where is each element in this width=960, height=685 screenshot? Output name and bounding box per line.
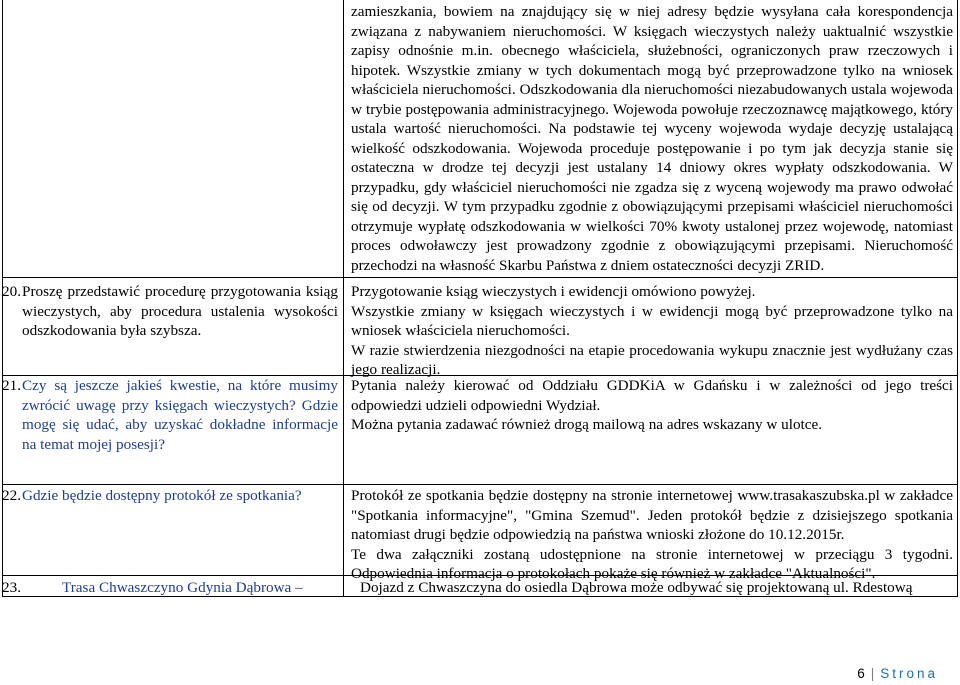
answer-20 [351,282,953,380]
question-number: 22. [2,487,21,504]
page-label: Strona [880,666,938,681]
answer-paragraph: W razie stwierdzenia niezgodności na etapie procedowania wykupu znacznie jest wydłużany czas jego realizacji. [351,341,953,378]
answer-22 [351,486,953,584]
answer-paragraph: Wszystkie zmiany w księgach wieczystych i w ewidencji mogą być przeprowadzone tylko na wniosek właściciela nieruchomości. [351,302,953,339]
answer-paragraph: Te dwa załączniki zostaną udostępnione na stronie internetowej w przeciągu 3 tygodni. Odpowiednia informacja o protokołach pokaże się również w zakładce "Aktualności". [351,545,953,582]
question-23-text: Trasa Chwaszczyno Gdynia Dąbrowa – [62,579,303,596]
question-number: 20. [2,283,21,300]
footer-separator: | [870,666,875,681]
table-right-border [957,0,958,597]
answer-23-text: Dojazd z Chwaszczyna do osiedla Dąbrowa może odbywać się projektowaną ul. Rdestową [360,579,913,596]
answer-paragraph: Protokół ze spotkania będzie dostępny na stronie internetowej www.trasakaszubska.pl w zakładce "Spotkania informacyjne", "Gmina Szemud". Jeden protokół będzie z dzisiejszego spotkania natomiast drugi będzie odpowiedzią na państwa wnioski złożone do 10.12.2015r. [351,487,953,543]
answer-continuation [351,2,953,275]
question-text: Gdzie będzie dostępny protokół ze spotkania? [22,487,302,504]
question-21 [2,376,339,454]
row-divider [2,277,958,278]
answer-paragraph: Przygotowanie ksiąg wieczystych i ewidencji omówiono powyżej. [351,283,756,300]
question-text: Proszę przedstawić procedurę przygotowania ksiąg wieczystych, aby procedura ustalenia wysokości odszkodowania była szybsza. [22,283,338,339]
table-column-divider [343,0,344,597]
answer-21 [351,376,953,435]
qa-table [2,0,957,597]
answer-paragraph: zamieszkania, bowiem na znajdujący się w niej adresy będzie wysyłana cała korespondencja związana z nabywaniem nieruchomości. W księgach wieczystych należy uaktualnić wszystkie zapisy odnośnie m.in. obecnego właściciela, służebności, ograniczonych praw rzeczowych i hipotek. Wszystkie zmiany w tych dokumentach mogą być przeprowadzone tylko na wniosek właściciela nieruchomości. Odszkodowania dla nieruchomości niezabudowanych ustala wojewoda w trybie postępowania administracyjnego. Wojewoda powołuje rzeczoznawcę majątkowego, który ustala wartość nieruchomości. Na podstawie tej wyceny wojewoda wydaje decyzję ustalającą wielkość odszkodowania. Wojewoda proceduje postępowanie i po tym jak decyzja stanie się ostateczna w drodze tej decyzji jest ustalany 14 dniowy okres wypłaty odszkodowania. W przypadku, gdy właściciel nieruchomości nie zgadza się z wyceną wojewody ma prawo odwołać się od decyzji. W tym przypadku zgodnie z obowiązującymi przepisami właściciel nieruchomości otrzymuje wypłatę odszkodowania w wielkości 70% kwoty ustalonej przez wojewodę, natomiast proces odwoławczy jest prowadzony zgodnie z obowiązującymi przepisami. Nieruchomość przechodzi na własność Skarbu Państwa z dniem ostateczności decyzji ZRID. [351,3,953,274]
question-text-extra: Gdzie mogę się udać, aby uzyskać dokładne informacje na temat mojej posesji? [22,396,339,453]
row-divider [2,484,958,485]
question-20 [2,282,338,341]
page-number: 6 [857,666,865,681]
answer-paragraph: Pytania należy kierować od Oddziału GDDKiA w Gdańsku i w zależności od jego treści odpowiedzi udzieli odpowiedni Wydział. [351,377,953,414]
answer-paragraph: Można pytania zadawać również drogą mailową na adres wskazany w ulotce. [351,416,823,433]
question-text: Czy są jeszcze jakieś kwestie, na które musimy zwrócić uwagę przy księgach wieczystych? [22,377,338,414]
question-number: 23. [2,579,21,596]
question-number: 21. [2,377,21,394]
question-22 [2,486,338,506]
page-footer [857,666,938,681]
